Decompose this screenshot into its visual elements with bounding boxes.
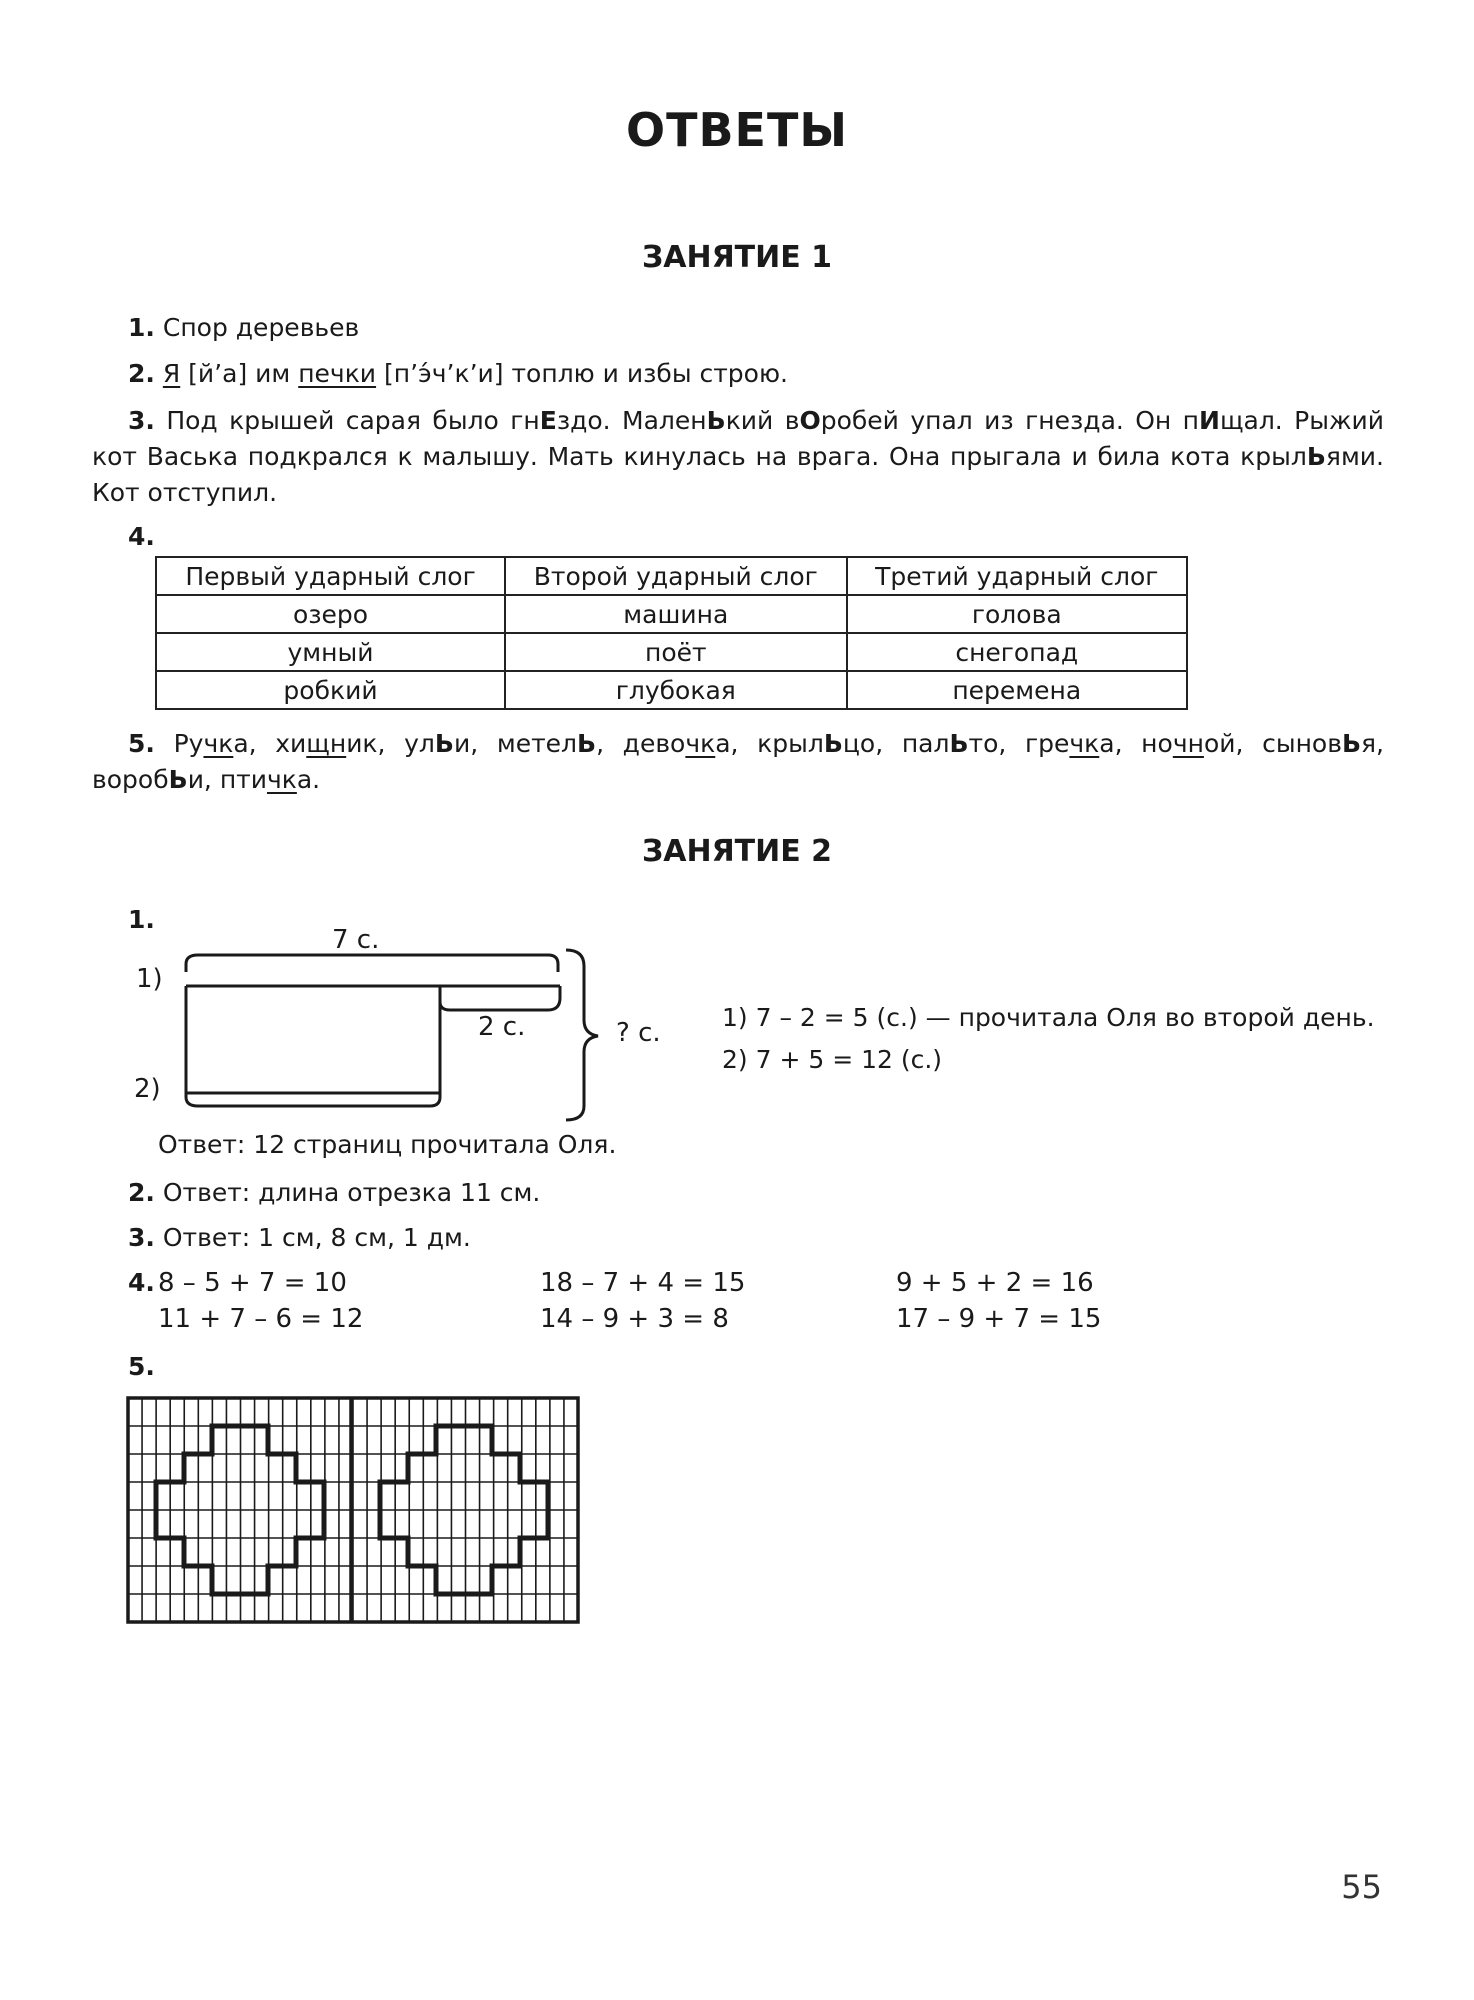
- l1-q2-word-pechki: печки: [298, 359, 377, 388]
- l1-q5-number: 5.: [128, 729, 155, 758]
- l1-q2-number: 2.: [128, 359, 155, 388]
- total-brace: [566, 950, 598, 1120]
- l1-q3-part: здо. Мален: [556, 406, 707, 435]
- l2-q4-eq: 11 + 7 – 6 = 12: [158, 1304, 364, 1334]
- table-cell: машина: [505, 595, 846, 633]
- l1-q5-underlined: щн: [306, 729, 347, 758]
- l1-q4-number-text: 4.: [128, 522, 155, 551]
- l2-q2: [128, 1178, 540, 1207]
- page-title: ОТВЕТЫ: [625, 103, 848, 157]
- l1-q5-part: ой, сынов: [1203, 729, 1342, 758]
- table-cell: голова: [847, 595, 1187, 633]
- lesson-2-heading: ЗАНЯТИЕ 2: [641, 834, 833, 869]
- l1-q5-part: а, но: [1099, 729, 1173, 758]
- l1-q3-part: щал. Рыжий кот Васька подкрался к малышу. Мать кинулась на врага. Она прыгала и била кота крыл: [92, 406, 1384, 471]
- l1-q5-bold: Ь: [168, 765, 188, 794]
- l1-q2-word-ya: Я: [162, 359, 181, 388]
- table-header-cell: Второй ударный слог: [505, 557, 846, 595]
- l1-q5-part: цо, пал: [842, 729, 950, 758]
- l2-q3: [128, 1223, 471, 1252]
- l1-q5-underlined: чк: [1069, 729, 1100, 758]
- l2-q5-number-text: 5.: [128, 1352, 155, 1381]
- l1-q5-part: Ру: [173, 729, 204, 758]
- l1-q1-number: 1.: [128, 313, 155, 342]
- l1-q5-part: то, гре: [968, 729, 1070, 758]
- l1-q5-bold: Ь: [434, 729, 454, 758]
- l1-q3-letter: Ь: [1306, 442, 1326, 471]
- l2-q1-number-text: 1.: [128, 905, 155, 934]
- l1-q5-part: а, хи: [233, 729, 307, 758]
- l1-q5-part: и, метел: [453, 729, 577, 758]
- l2-q2-text: Ответ: длина отрезка 11 см.: [162, 1178, 541, 1207]
- l2-q4-eq: 17 – 9 + 7 = 15: [896, 1304, 1102, 1334]
- l1-q5-underlined: чк: [203, 729, 234, 758]
- table-cell: озеро: [156, 595, 505, 633]
- l1-q5-part: , дево: [596, 729, 686, 758]
- grid-figure: [126, 1396, 582, 1628]
- diagram-top-label: 7 с.: [332, 925, 380, 955]
- l1-q5-underlined: чн: [1172, 729, 1204, 758]
- l1-q5-bold: Ь: [1341, 729, 1361, 758]
- table-cell: поёт: [505, 633, 846, 671]
- diff-bracket: [440, 986, 560, 1010]
- l1-q5-part: ик, ул: [346, 729, 435, 758]
- table-cell: робкий: [156, 671, 505, 709]
- l1-q5-underlined: чк: [266, 765, 297, 794]
- l2-q4-number: [128, 1268, 155, 1297]
- table-cell: снегопад: [847, 633, 1187, 671]
- l1-q5-bold: Ь: [823, 729, 843, 758]
- l1-q5-underlined: чк: [685, 729, 716, 758]
- l2-q2-number: 2.: [128, 1178, 155, 1207]
- l1-q3-part: робей упал из гнезда. Он п: [820, 406, 1200, 435]
- l2-q4-eq: 8 – 5 + 7 = 10: [158, 1268, 347, 1298]
- l2-q1-solution-2: 2) 7 + 5 = 12 (с.): [722, 1045, 943, 1074]
- table-cell: умный: [156, 633, 505, 671]
- l2-q3-number: 3.: [128, 1223, 155, 1252]
- l1-q5-bold: Ь: [577, 729, 597, 758]
- l1-q1-text: Спор деревьев: [162, 313, 360, 342]
- table-cell: глубокая: [505, 671, 846, 709]
- l2-q1-solution-1: 1) 7 – 2 = 5 (с.) — прочитала Оля во второй день.: [722, 1003, 1375, 1032]
- table-cell: перемена: [847, 671, 1187, 709]
- l1-q3-number: 3.: [128, 406, 155, 435]
- diagram-total-label: ? с.: [616, 1018, 661, 1048]
- l1-q2-text-2: [п’э́ч’к’и] топлю и избы строю.: [376, 359, 788, 388]
- lesson-1-heading: ЗАНЯТИЕ 1: [641, 240, 833, 275]
- l2-q4-number-text: 4.: [128, 1268, 155, 1297]
- diagram-row1-label: 1): [136, 964, 163, 994]
- l1-q3-letter: И: [1199, 406, 1220, 435]
- l1-q3-part: кий в: [725, 406, 800, 435]
- table-header-cell: Третий ударный слог: [847, 557, 1187, 595]
- top-bracket: [186, 955, 558, 972]
- l1-q3-letter: О: [799, 406, 821, 435]
- l1-q5-part: а, крыл: [715, 729, 824, 758]
- l1-q3-letter: Ь: [706, 406, 726, 435]
- l2-q5-number: [128, 1352, 155, 1381]
- diagram-row2-label: 2): [134, 1074, 161, 1104]
- l2-q3-text: Ответ: 1 см, 8 см, 1 дм.: [162, 1223, 471, 1252]
- l2-q4-eq: 9 + 5 + 2 = 16: [896, 1268, 1094, 1298]
- l2-q1-answer: Ответ: 12 страниц прочитала Оля.: [158, 1130, 617, 1159]
- l1-q3-part: ями. Кот отступил.: [92, 442, 1384, 507]
- l2-q4-eq: 14 – 9 + 3 = 8: [540, 1304, 729, 1334]
- l1-q3-part: Под крышей сарая было гн: [166, 406, 540, 435]
- diagram-diff-label: 2 с.: [478, 1012, 526, 1042]
- l1-q3-letter: Е: [539, 406, 557, 435]
- page-number: 55: [1341, 1868, 1382, 1906]
- table-header-cell: Первый ударный слог: [156, 557, 505, 595]
- l1-q5-part: и, пти: [187, 765, 267, 794]
- l1-q5-part: а.: [296, 765, 321, 794]
- l1-q2-text-1: [й’а] им: [180, 359, 299, 388]
- l1-q5-part: я, вороб: [92, 729, 1384, 794]
- l2-q4-eq: 18 – 7 + 4 = 15: [540, 1268, 746, 1298]
- l1-q5-bold: Ь: [949, 729, 969, 758]
